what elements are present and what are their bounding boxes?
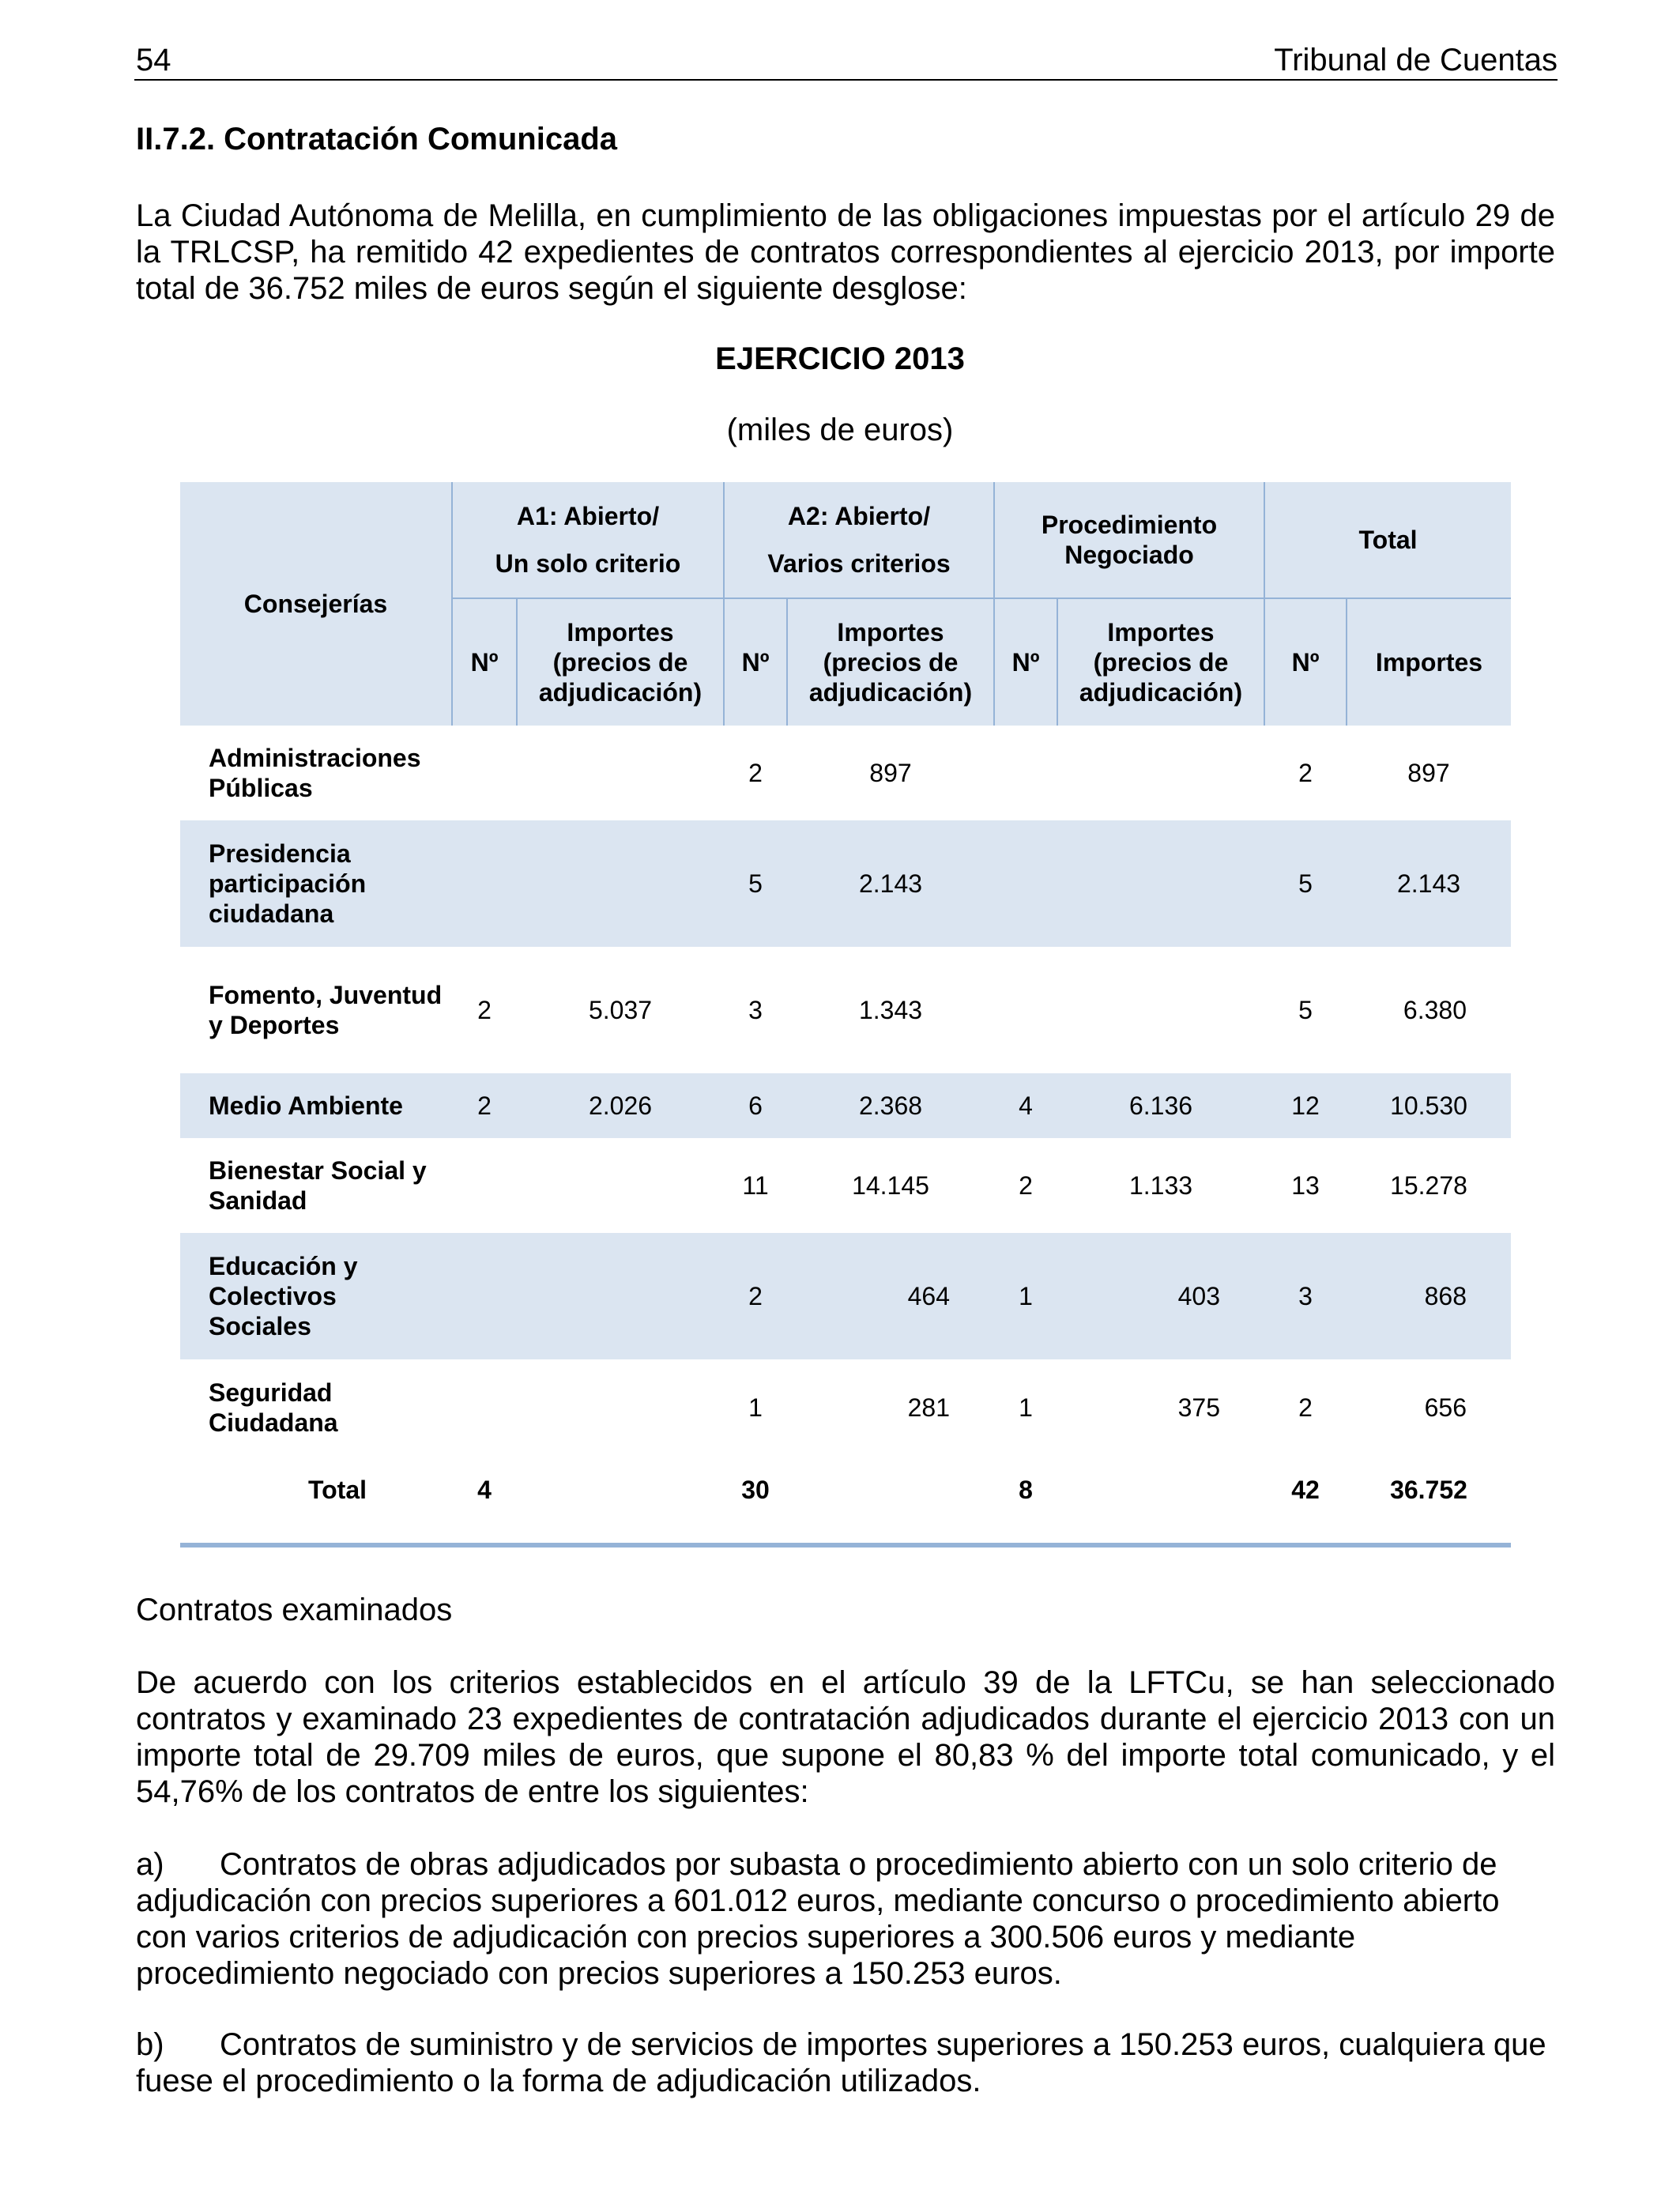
header-title: Tribunal de Cuentas [1274,43,1558,77]
cell-a1-no: 2 [452,1073,517,1138]
col-header-negociado-line2: Negociado [1064,541,1194,569]
total-label: Total [180,1456,452,1545]
cell-neg-importe [1057,726,1264,820]
cell-a1-importe [517,1359,724,1456]
subheader-no: Nº [724,598,787,726]
cell-neg-no: 1 [994,1233,1057,1359]
cell-a2-no: 6 [724,1073,787,1138]
subheader-no: Nº [1264,598,1347,726]
list-item-label: b) [136,2027,164,2062]
cell-a1-importe [517,1138,724,1233]
cell-neg-no [994,947,1057,1073]
cell-a2-no: 2 [748,759,763,787]
cell-neg-no [994,726,1057,820]
cell-total-importe: 6.380 [1403,996,1467,1024]
cell-a2-no: 11 [742,1171,769,1200]
cell-a2-importe: 897 [869,759,912,787]
cell-neg-importe [1057,820,1264,947]
col-header-a2-line2: Varios criterios [767,549,951,578]
cell-neg-importe [1057,947,1264,1073]
total-a2-no: 30 [724,1456,787,1545]
total-importe: 36.752 [1347,1456,1511,1545]
table-total-row [180,1456,1511,1545]
row-name: Educación y Colectivos Sociales [180,1233,452,1359]
table-title: EJERCICIO 2013 [715,341,965,376]
cell-a1-no [452,820,517,947]
cell-a2-importe: 281 [907,1393,950,1422]
table-row [180,820,1511,947]
cell-a2-importe: 464 [787,1233,994,1359]
row-name: Presidencia participación ciudadana [180,820,452,947]
total-neg-no: 8 [994,1456,1057,1545]
cell-total-importe: 656 [1424,1393,1467,1422]
cell-neg-importe: 375 [1177,1393,1220,1422]
table-row [180,1233,1511,1359]
cell-total-importe: 15.278 [1390,1171,1467,1200]
cell-neg-importe: 6.136 [1057,1073,1264,1138]
row-name: Administraciones Públicas [209,744,421,802]
col-header-a1 [452,482,724,598]
cell-total-no: 12 [1264,1073,1347,1138]
col-header-a2 [724,482,994,598]
cell-total-importe: 897 [1407,759,1450,787]
cell-a2-no: 2 [724,1233,787,1359]
row-name: Bienestar Social y Sanidad [209,1156,427,1215]
cell-total-importe: 868 [1347,1233,1511,1359]
table-row [180,1138,1511,1233]
row-name: Medio Ambiente [180,1073,452,1138]
cell-neg-importe: 1.133 [1128,1171,1193,1200]
table-row [180,947,1511,1073]
col-header-a2-line1: A2: Abierto/ [787,502,931,530]
cell-a1-importe [517,820,724,947]
cell-neg-importe: 403 [1057,1233,1264,1359]
cell-a1-importe: 2.026 [517,1073,724,1138]
contracts-table [180,482,1511,1547]
table-row [180,726,1511,820]
cell-a2-importe: 1.343 [858,996,923,1024]
cell-neg-no [994,820,1057,947]
cell-a1-importe [517,1233,724,1359]
cell-a2-no: 5 [724,820,787,947]
subheader-importes: Importes (precios de adjudicación) [787,598,994,726]
col-header-negociado-line1: Procedimiento [1041,511,1218,539]
cell-total-importe: 2.143 [1347,820,1511,947]
cell-neg-no: 4 [994,1073,1057,1138]
subheader-importes-total: Importes [1347,598,1511,726]
cell-total-no: 3 [1264,1233,1347,1359]
cell-neg-no: 2 [1019,1171,1033,1200]
examined-heading: Contratos examinados [136,1593,453,1627]
cell-total-no: 2 [1298,1393,1313,1422]
cell-total-importe: 10.530 [1347,1073,1511,1138]
examined-paragraph: De acuerdo con los criterios establecidos en el artículo 39 de la LFTCu, se han seleccionado contratos y examinado 23 expedientes de contratación adjudicados durante el ejercicio 2013 con un importe total de 29.709 miles de euros, que supone el 80,83 % del importe total comunicado, y el 54,76% de los contratos de entre los siguientes: [136,1665,1555,1809]
cell-a1-no [452,1233,517,1359]
page-number: 54 [136,43,171,77]
cell-a1-no [452,1359,517,1456]
row-name: Fomento, Juventud y Deportes [209,981,443,1039]
subheader-importes: Importes (precios de adjudicación) [517,598,724,726]
table-row [180,1073,1511,1138]
cell-total-no: 5 [1264,820,1347,947]
subheader-no: Nº [452,598,517,726]
cell-a2-importe: 2.368 [787,1073,994,1138]
cell-a1-no [452,1138,517,1233]
cell-total-no: 5 [1298,996,1313,1024]
table-row [180,1359,1511,1456]
list-item [136,2026,1555,2099]
cell-total-no: 13 [1291,1171,1320,1200]
cell-a1-no [452,726,517,820]
cell-a2-no: 1 [748,1393,763,1422]
table-subtitle: (miles de euros) [726,413,954,447]
cell-a1-importe [517,726,724,820]
col-header-a1-line2: Un solo criterio [495,549,681,578]
cell-a2-importe: 14.145 [852,1171,929,1200]
col-header-a1-line1: A1: Abierto/ [516,502,660,530]
subheader-importes: Importes (precios de adjudicación) [1057,598,1264,726]
page-header [134,38,1558,81]
list-item-text: Contratos de obras adjudicados por subasta o procedimiento abierto con un solo criterio de adjudicación con precios superiores a 601.012 euros, mediante concurso o procedimiento abierto con varios criterios de adjudicación con precios superiores a 300.506 euros y mediante procedimiento negociado con precios superiores a 150.253 euros. [136,1847,1500,1991]
cell-a1-no: 2 [477,996,492,1024]
list-item-text: Contratos de suministro y de servicios de importes superiores a 150.253 euros, cualquiera que fuese el procedimiento o la forma de adjudicación utilizados. [136,2027,1546,2098]
cell-a1-importe: 5.037 [588,996,653,1024]
cell-neg-no: 1 [1019,1393,1033,1422]
col-header-consejerias: Consejerías [180,482,452,726]
cell-a2-importe: 2.143 [787,820,994,947]
intro-paragraph: La Ciudad Autónoma de Melilla, en cumplimiento de las obligaciones impuestas por el artículo 29 de la TRLCSP, ha remitido 42 expedientes de contratos correspondientes al ejercicio 2013, por importe total de 36.752 miles de euros según el siguiente desglose: [136,198,1555,306]
total-no: 42 [1264,1456,1347,1545]
list-item-label: a) [136,1847,164,1882]
list-item [136,1846,1555,1992]
total-a1-no: 4 [452,1456,517,1545]
cell-a2-no: 3 [748,996,763,1024]
col-header-total: Total [1264,482,1511,598]
row-name: Seguridad Ciudadana [209,1378,338,1437]
cell-total-no: 2 [1298,759,1313,787]
col-header-negociado [994,482,1264,598]
section-title: II.7.2. Contratación Comunicada [136,122,618,156]
subheader-no: Nº [994,598,1057,726]
